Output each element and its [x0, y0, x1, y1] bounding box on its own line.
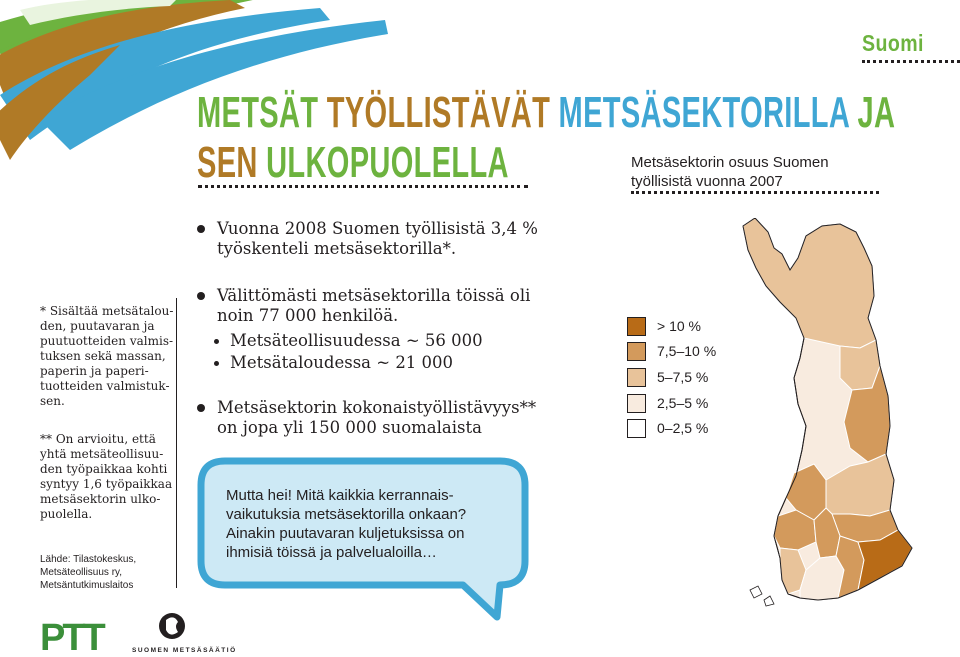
bullet-item: [197, 398, 536, 438]
footnote-line: yhtä metsäteollisuu-: [40, 447, 164, 461]
footnote-line: ** On arvioitu, että: [40, 432, 156, 446]
country-tag-underline: [862, 60, 960, 63]
logos: [40, 610, 240, 655]
bubble-line: Mutta hei! Mitä kaikkia kerrannais-: [226, 487, 454, 504]
legend-label: 7,5–10 %: [657, 343, 717, 359]
map-title-line1: Metsäsektorin osuus Suomen: [631, 154, 829, 171]
finland-map: [740, 218, 920, 623]
map-title-underline: [631, 191, 879, 194]
footnote-line: tuksen sekä massan,: [40, 349, 166, 363]
sub-bullet-text: Metsäteollisuudessa ~ 56 000: [230, 331, 483, 350]
svg-text:SUOMEN METSÄSÄÄTIÖ: SUOMEN METSÄSÄÄTIÖ: [132, 647, 237, 654]
footnote-line: * Sisältää metsätalou-: [40, 304, 174, 318]
sub-bullet-item: [214, 353, 453, 373]
footnote-line: den työpaikkaa kohti: [40, 462, 168, 476]
bullet-text: on jopa yli 150 000 suomalaista: [217, 418, 482, 437]
legend-label: > 10 %: [657, 318, 701, 334]
footnote-line: tuotteiden valmistuk-: [40, 379, 170, 393]
source-line: Metsäteollisuus ry,: [40, 567, 123, 578]
legend-swatch: [627, 394, 646, 413]
footnote-line: metsäsektorin ulko-: [40, 492, 161, 506]
footnote-line: syntyy 1,6 työpaikkaa: [40, 477, 173, 491]
metsasaatio-logo: [132, 613, 237, 654]
sidebar-divider: [176, 298, 177, 588]
sub-bullet-text: Metsätaloudessa ~ 21 000: [230, 353, 454, 372]
legend-swatch: [627, 342, 646, 361]
page-title-line1: [197, 88, 895, 138]
bubble-line: ihmisiä töissä ja palvelualoilla…: [226, 544, 437, 561]
country-tag: Suomi: [862, 30, 924, 56]
bullet-text: Vuonna 2008 Suomen työllisistä 3,4 %: [217, 219, 538, 238]
source-line: Lähde: Tilastokeskus,: [40, 554, 137, 565]
sub-bullet-item: [214, 331, 483, 351]
footnote-line: paperin ja paperi-: [40, 364, 149, 378]
footnote-1: [40, 304, 173, 409]
legend-swatch: [627, 368, 646, 387]
legend-swatch: [627, 317, 646, 336]
bullet-item: [197, 286, 530, 326]
map-title-line2: työllisistä vuonna 2007: [631, 173, 783, 190]
legend-label: 2,5–5 %: [657, 395, 709, 411]
svg-text:PTT: PTT: [40, 617, 103, 655]
ptt-logo: [40, 617, 110, 655]
title-word: METSÄSEKTORILLA: [558, 88, 850, 137]
map-title: [631, 153, 829, 191]
source-note: [40, 553, 136, 592]
footnote-2: [40, 432, 172, 522]
legend-label: 5–7,5 %: [657, 369, 709, 385]
bubble-line: vaikutuksia metsäsektorilla onkaan?: [226, 506, 467, 523]
footnote-line: puutuotteiden valmis-: [40, 334, 174, 348]
bullet-text: noin 77 000 henkilöä.: [217, 306, 399, 325]
bullet-text: työskenteli metsäsektorilla*.: [217, 239, 457, 258]
source-line: Metsäntutkimuslaitos: [40, 580, 134, 591]
legend-label: 0–2,5 %: [657, 420, 709, 436]
title-word: SEN: [197, 138, 258, 187]
title-word: JA: [857, 88, 896, 137]
footnote-line: sen.: [40, 394, 65, 408]
footnote-line: den, puutavaran ja: [40, 319, 155, 333]
bullet-text: Metsäsektorin kokonaistyöllistävyys**: [217, 398, 537, 417]
title-word: METSÄT: [197, 88, 319, 137]
legend-swatch: [627, 419, 646, 438]
title-underline: [198, 185, 528, 188]
title-word: ULKOPUOLELLA: [266, 138, 509, 187]
bubble-line: Ainakin puutavaran kuljetuksissa on: [226, 525, 465, 542]
bullet-text: Välittömästi metsäsektorilla töissä oli: [217, 286, 531, 305]
title-word: TYÖLLISTÄVÄT: [326, 88, 551, 137]
speech-bubble-text: [226, 486, 516, 562]
bullet-item: [197, 219, 538, 259]
footnote-line: puolella.: [40, 507, 93, 521]
